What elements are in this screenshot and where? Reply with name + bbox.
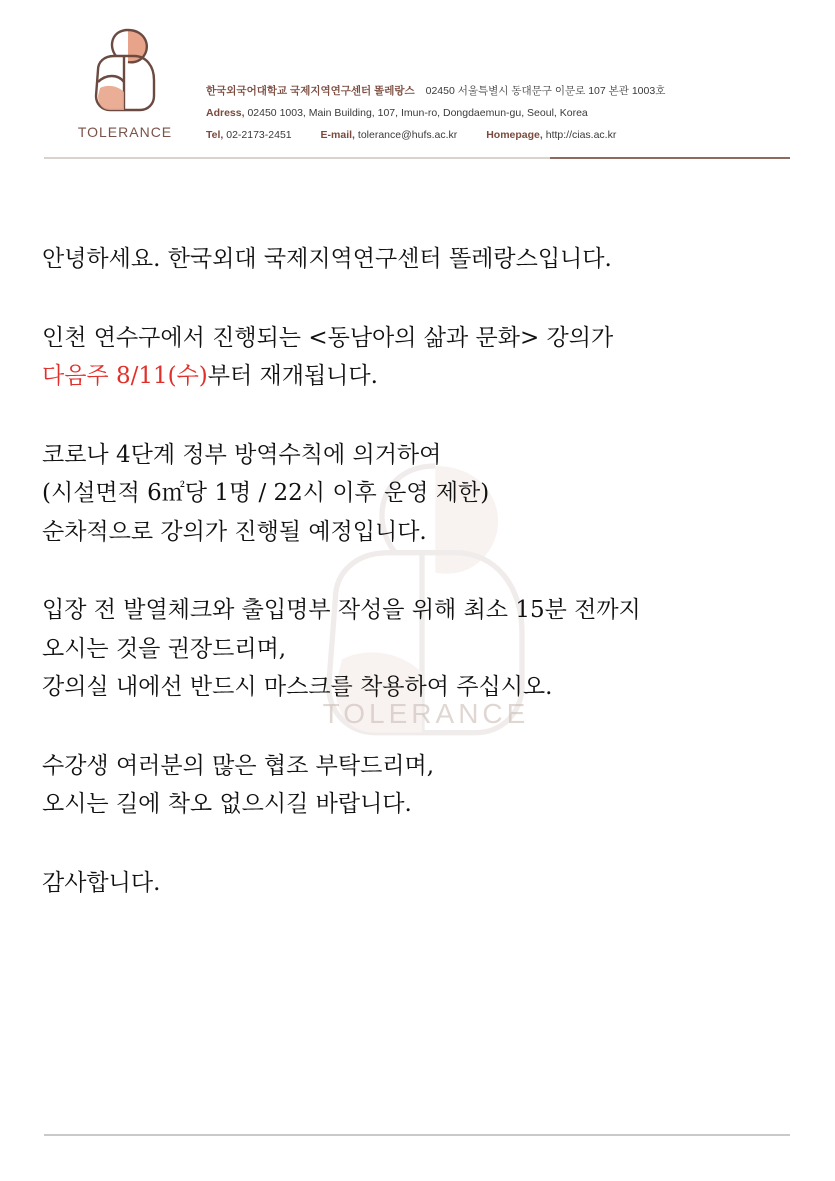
address-korean: 02450 서울특별시 동대문구 이문로 107 본관 1003호: [425, 85, 666, 97]
closing-text: 감사합니다.: [42, 869, 161, 896]
email-value[interactable]: tolerance@hufs.ac.kr: [357, 129, 458, 141]
letterhead-contact-block: [206, 80, 806, 146]
lecture-resume-line-1: 인천 연수구에서 진행되는 <동남아의 삶과 문화> 강의가: [42, 324, 614, 351]
entry-guidance-line-2: 오시는 것을 권장드리며,: [42, 635, 287, 662]
address-english: 02450 1003, Main Building, 107, Imun-ro, Dongdaemun-gu, Seoul, Korea: [247, 107, 588, 119]
watermark-wordmark: TOLERANCE: [322, 698, 530, 729]
letterhead-line-contact: [206, 124, 806, 146]
letterhead-line-address: [206, 102, 806, 124]
lecture-resume-line-2-rest: 부터 재개됩니다.: [207, 363, 378, 389]
paragraph-entry-guidance: [42, 591, 812, 707]
tolerance-logo-icon: [88, 26, 160, 112]
entry-guidance-line-3: 강의실 내에선 반드시 마스크를 착용하여 주십시오.: [42, 674, 553, 700]
resume-date-highlight: 다음주 8/11(수): [42, 363, 208, 389]
entry-guidance-line-1: 입장 전 발열체크와 출입명부 작성을 위해 최소 15분 전까지: [42, 597, 641, 623]
address-english-label: Adress,: [206, 107, 245, 119]
covid-rules-line-2: (시설면적 6㎡당 1명 / 22시 이후 운영 제한): [42, 480, 490, 506]
logo-wordmark: TOLERANCE: [77, 124, 173, 140]
header-divider: [44, 157, 790, 159]
paragraph-closing: [42, 864, 812, 903]
greeting-text: 안녕하세요. 한국외대 국제지역연구센터 똘레랑스입니다.: [42, 246, 612, 272]
paragraph-cooperation: [42, 747, 812, 824]
tel-value: 02-2173-2451: [226, 129, 292, 141]
notice-body: [42, 240, 812, 942]
paragraph-greeting: [42, 240, 812, 279]
tel-label: Tel,: [206, 129, 224, 141]
paragraph-covid-rules: [42, 436, 812, 552]
cooperation-line-1: 수강생 여러분의 많은 협조 부탁드리며,: [42, 752, 435, 779]
cooperation-line-2: 오시는 길에 착오 없으시길 바랍니다.: [42, 791, 412, 817]
covid-rules-line-1: 코로나 4단계 정부 방역수칙에 의거하여: [42, 441, 442, 468]
lecture-resume-line-2: [42, 357, 812, 396]
org-name: 한국외국어대학교 국제지역연구센터 똘레랑스: [206, 85, 415, 97]
homepage-label: Homepage,: [486, 129, 543, 141]
paragraph-lecture-resume: [42, 319, 812, 396]
letterhead-line-org: [206, 80, 806, 102]
homepage-link[interactable]: http://cias.ac.kr: [545, 129, 617, 141]
footer-divider: [44, 1134, 790, 1136]
tolerance-logo: [70, 26, 180, 146]
covid-rules-line-3: 순차적으로 강의가 진행될 예정입니다.: [42, 518, 427, 545]
email-label: E-mail,: [320, 129, 355, 141]
